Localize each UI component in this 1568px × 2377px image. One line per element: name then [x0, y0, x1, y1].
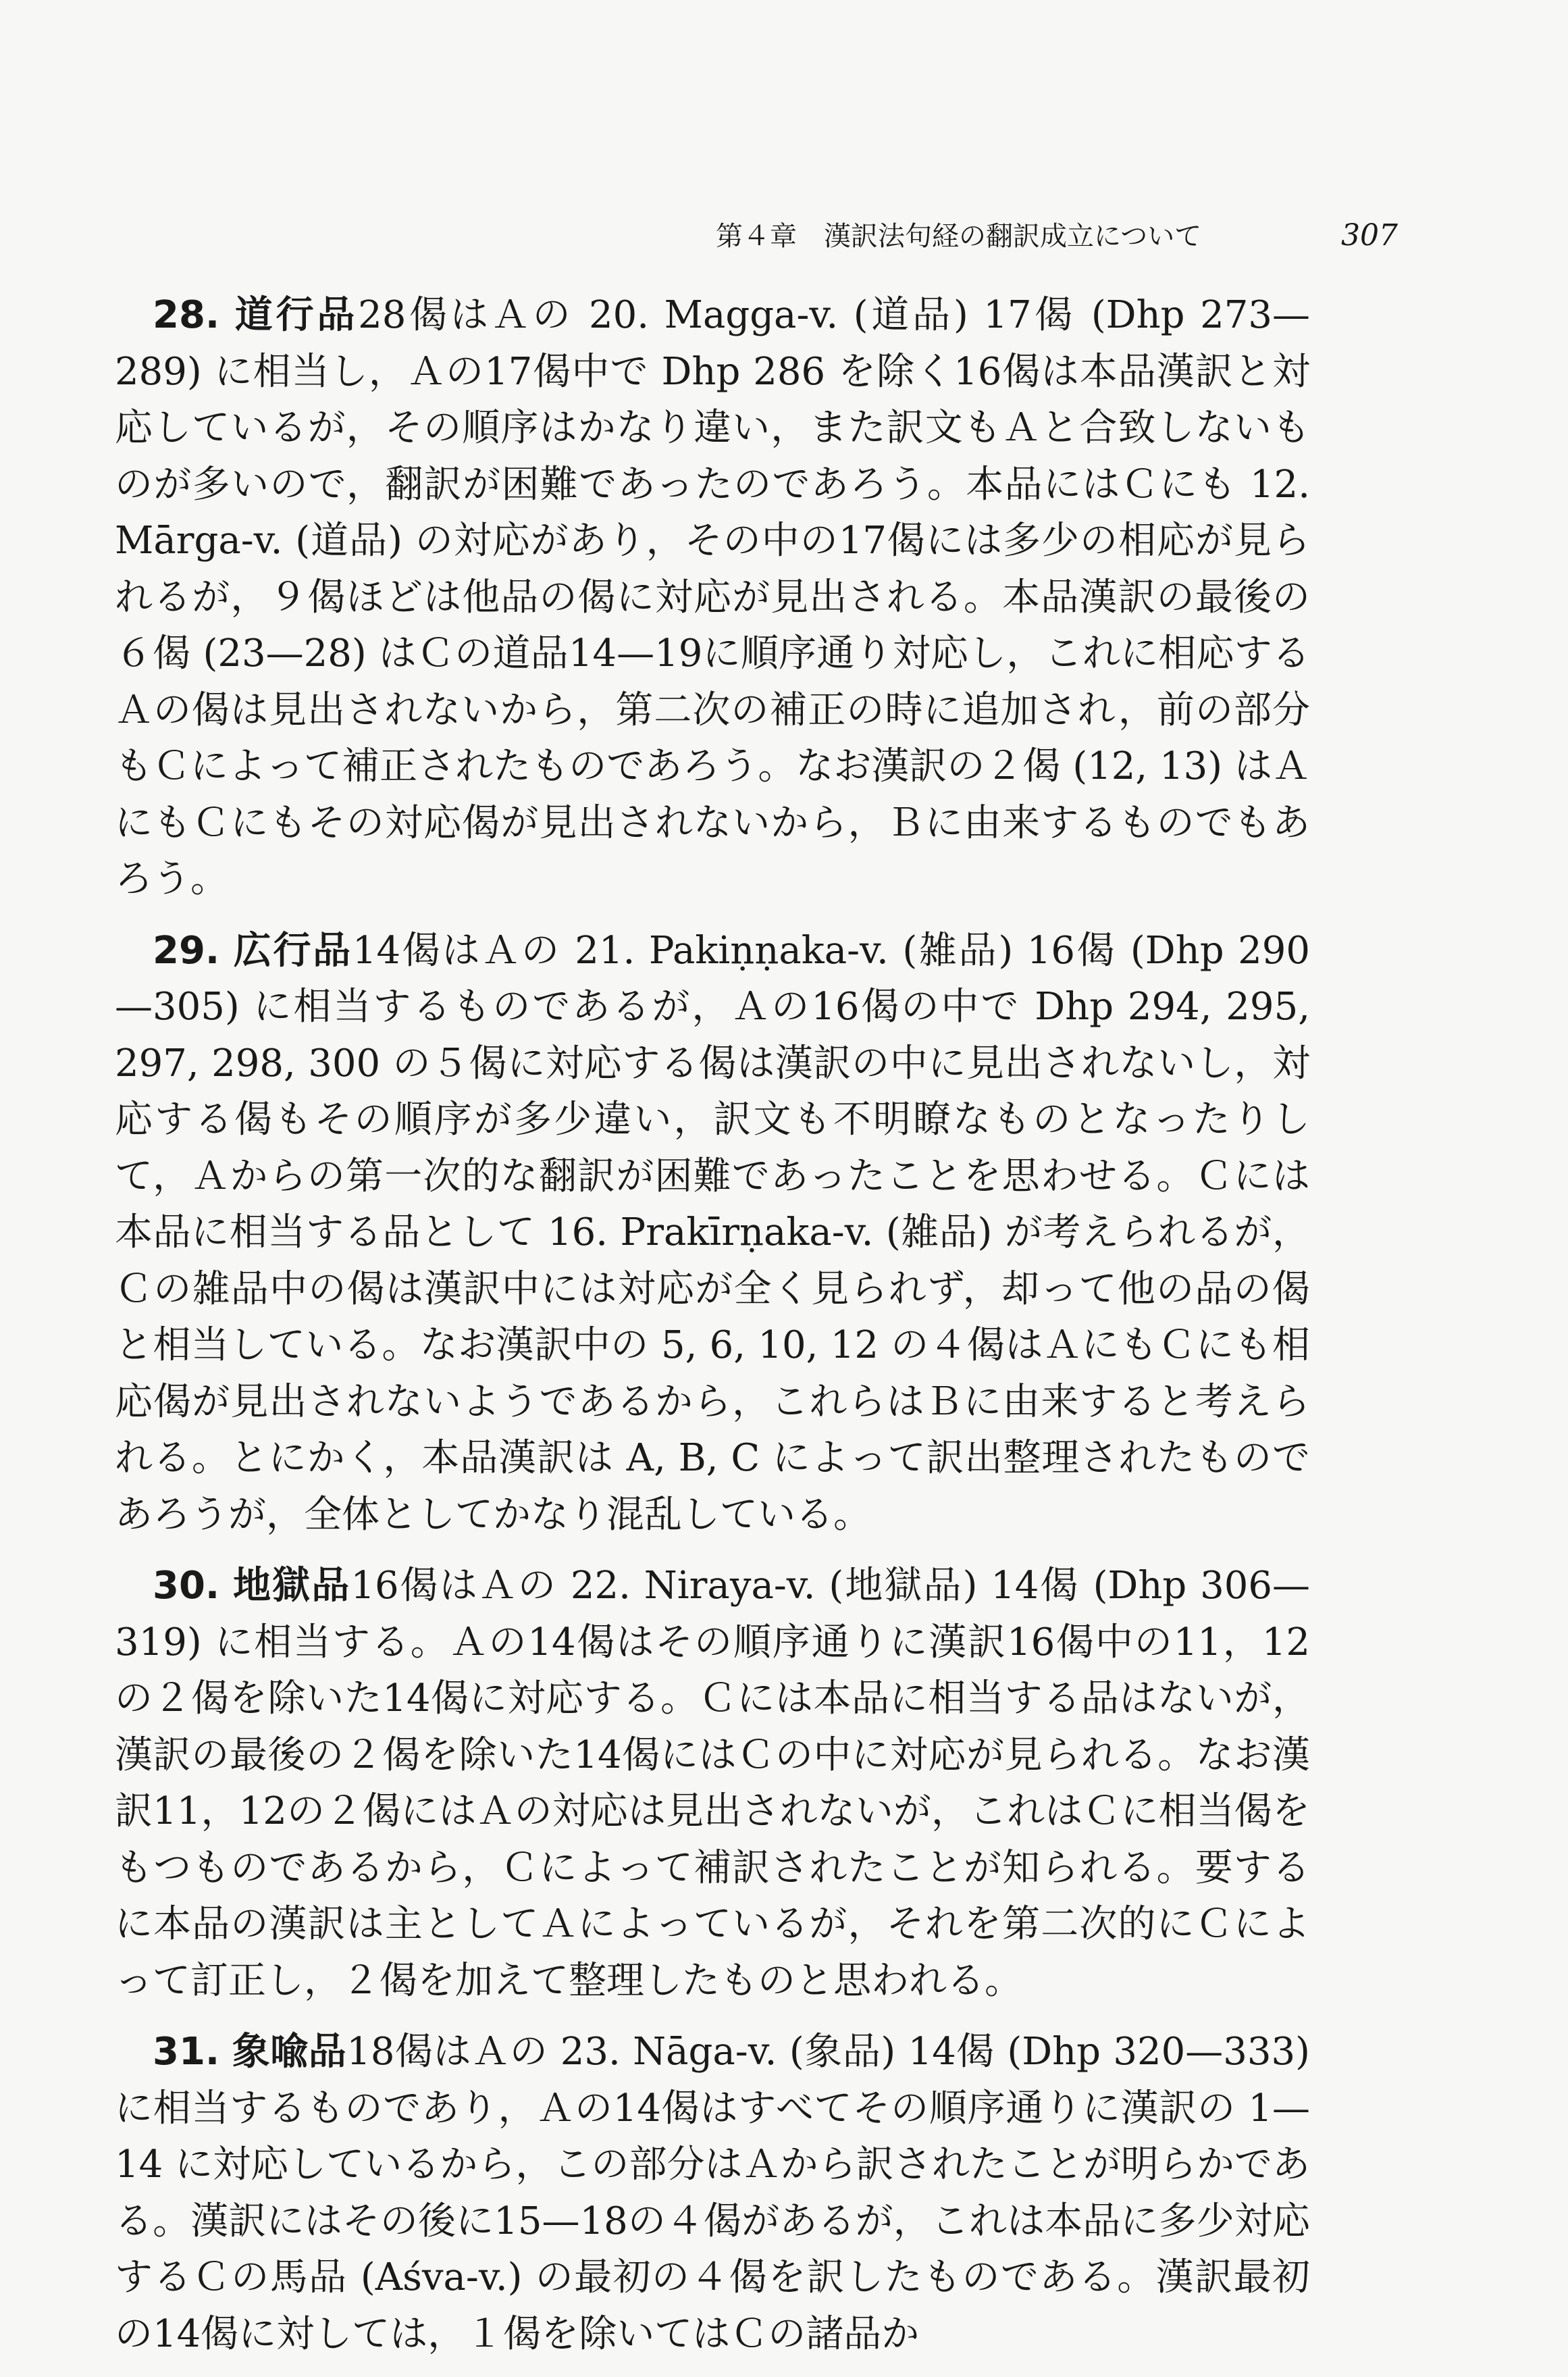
section-number: 30. — [153, 1564, 220, 1608]
body-text — [115, 287, 1310, 2377]
section-heading: 道行品 — [234, 293, 359, 337]
running-header — [716, 215, 1398, 253]
section-heading: 象喩品 — [232, 2030, 347, 2074]
paragraph-30 — [115, 1558, 1310, 2009]
section-number: 29. — [153, 928, 220, 973]
section-number: 31. — [153, 2030, 220, 2074]
paragraph-29 — [115, 923, 1310, 1543]
section-number: 28. — [153, 293, 220, 337]
paragraph-28 — [115, 287, 1310, 908]
section-heading: 広行品 — [233, 928, 352, 973]
paragraph-text: 18偈はＡの 23. Nāga-v. (象品) 14偈 (Dhp 320—333) に相当するものであり，Ａの14偈はすべてその順序通りに漢訳の 1—14 に対応しているから，この部分はＡから訳されたことが明らかである。漢訳にはその後に15—18の４偈があるが，これは本品に多少対応するＣの馬品 (Aśva-v.) の最初の４偈を訳したものである。漢訳最初の14偈に対しては，１偈を除いてはＣの諸品か — [115, 2030, 1310, 2356]
paragraph-text: 14偈はＡの 21. Pakiṇṇaka-v. (雑品) 16偈 (Dhp 290—305) に相当するものであるが，Ａの16偈の中で Dhp 294, 295, 297, 298, 300 の５偈に対応する偈は漢訳の中に見出されないし，対応する偈もその順序が多少違い，訳文も不明瞭なものとなったりして，Ａからの第一次的な翻訳が困難であったことを思わせる。Ｃには本品に相当する品として 16. Prakīrṇaka-v. (雑品) が考えられるが，Ｃの雑品中の偈は漢訳中には対応が全く見られず，却って他の品の偈と相当している。なお漢訳中の 5, 6, 10, 12 の４偈はＡにもＣにも相応偈が見出されないようであるから，これらはＢに由来すると考えられる。とにかく，本品漢訳は A, B, C によって訳出整理されたものであろうが，全体としてかなり混乱している。 — [115, 928, 1311, 1537]
section-heading: 地獄品 — [233, 1564, 351, 1608]
paragraph-text: 16偈はＡの 22. Niraya-v. (地獄品) 14偈 (Dhp 306—319) に相当する。Ａの14偈はその順序通りに漢訳16偈中の11，12の２偈を除いた14偈に対応する。Ｃには本品に相当する品はないが，漢訳の最後の２偈を除いた14偈にはＣの中に対応が見られる。なお漢訳11，12の２偈にはＡの対応は見出されないが，これはＣに相当偈をもつものであるから，Ｃによって補訳されたことが知られる。要するに本品の漢訳は主としてＡによっているが，それを第二次的にＣによって訂正し，２偈を加えて整理したものと思われる。 — [115, 1564, 1310, 2003]
paragraph-31 — [115, 2024, 1310, 2362]
page-number: 307 — [1341, 218, 1398, 253]
paragraph-text: 28偈はＡの 20. Magga-v. (道品) 17偈 (Dhp 273—289) に相当し，Ａの17偈中で Dhp 286 を除く16偈は本品漢訳と対応しているが，その順序はかなり違い，また訳文もＡと合致しないものが多いので，翻訳が困難であったのであろう。本品にはＣにも 12. Mārga-v. (道品) の対応があり，その中の17偈には多少の相応が見られるが，９偈ほどは他品の偈に対応が見出される。本品漢訳の最後の６偈 (23—28) はＣの道品14—19に順序通り対応し，これに相応するＡの偈は見出されないから，第二次の補正の時に追加され，前の部分もＣによって補正されたものであろう。なお漢訳の２偈 (12, 13) はＡにもＣにもその対応偈が見出されないから，Ｂに由来するものでもあろう。 — [115, 293, 1311, 901]
chapter-title: 第４章 漢訳法句経の翻訳成立について — [716, 221, 1202, 252]
